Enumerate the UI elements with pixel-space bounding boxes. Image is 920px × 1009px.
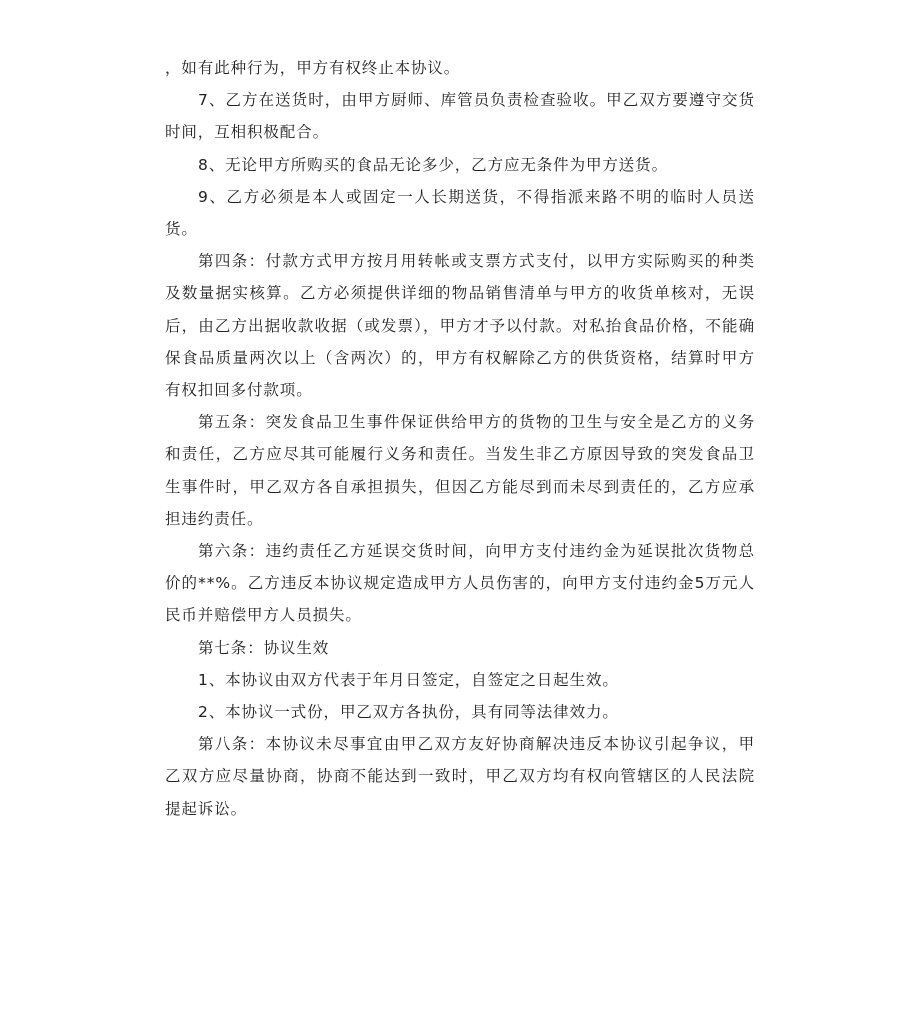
paragraph-item-8-delivery: 8、无论甲方所购买的食品无论多少，乙方应无条件为甲方送货。: [198, 155, 668, 174]
paragraph-item-9-personnel: 9、乙方必须是本人或固定一人长期送货，不得指派来路不明的临时人员送货。: [165, 187, 755, 239]
paragraph-article-6-liability: 第六条：违约责任乙方延误交货时间，向甲方支付违约金为延误批次货物总价的**%。乙方违反本协议规定造成甲方人员伤害的，向甲方支付违约金5万元人民币并赔偿甲方人员损失。: [165, 542, 755, 625]
paragraph-article-7-item-1: 1、本协议由双方代表于年月日签定，自签定之日起生效。: [198, 670, 619, 689]
paragraph-article-7-heading: 第七条：协议生效: [198, 638, 330, 657]
paragraph-article-8-disputes: 第八条：本协议未尽事宜由甲乙双方友好协商解决违反本协议引起争议，甲乙双方应尽量协商，协商不能达到一致时，甲乙双方均有权向管辖区的人民法院提起诉讼。: [165, 735, 755, 818]
paragraph-article-7-item-2: 2、本协议一式份，甲乙双方各执份，具有同等法律效力。: [198, 703, 619, 722]
document-page: [165, 52, 755, 825]
paragraph-item-7-inspection: 7、乙方在送货时，由甲方厨师、库管员负责检查验收。甲乙双方要遵守交货时间，互相积极配合。: [165, 91, 755, 142]
paragraph-article-5-food-safety: 第五条：突发食品卫生事件保证供给甲方的货物的卫生与安全是乙方的义务和责任，乙方应尽其可能履行义务和责任。当发生非乙方原因导致的突发食品卫生事件时，甲乙双方各自承担损失，但因乙方能尽到而未尽到责任的，乙方应承担违约责任。: [165, 413, 755, 528]
paragraph-termination: ，如有此种行为，甲方有权终止本协议。: [165, 59, 461, 77]
paragraph-article-4-payment: 第四条：付款方式甲方按月用转帐或支票方式支付，以甲方实际购买的种类及数量据实核算。乙方必须提供详细的物品销售清单与甲方的收货单核对，无误后，由乙方出据收款收据（或发票），甲方才予以付款。对私抬食品价格，不能确保食品质量两次以上（含两次）的，甲方有权解除乙方的供货资格，结算时甲方有权扣回多付款项。: [165, 252, 755, 400]
